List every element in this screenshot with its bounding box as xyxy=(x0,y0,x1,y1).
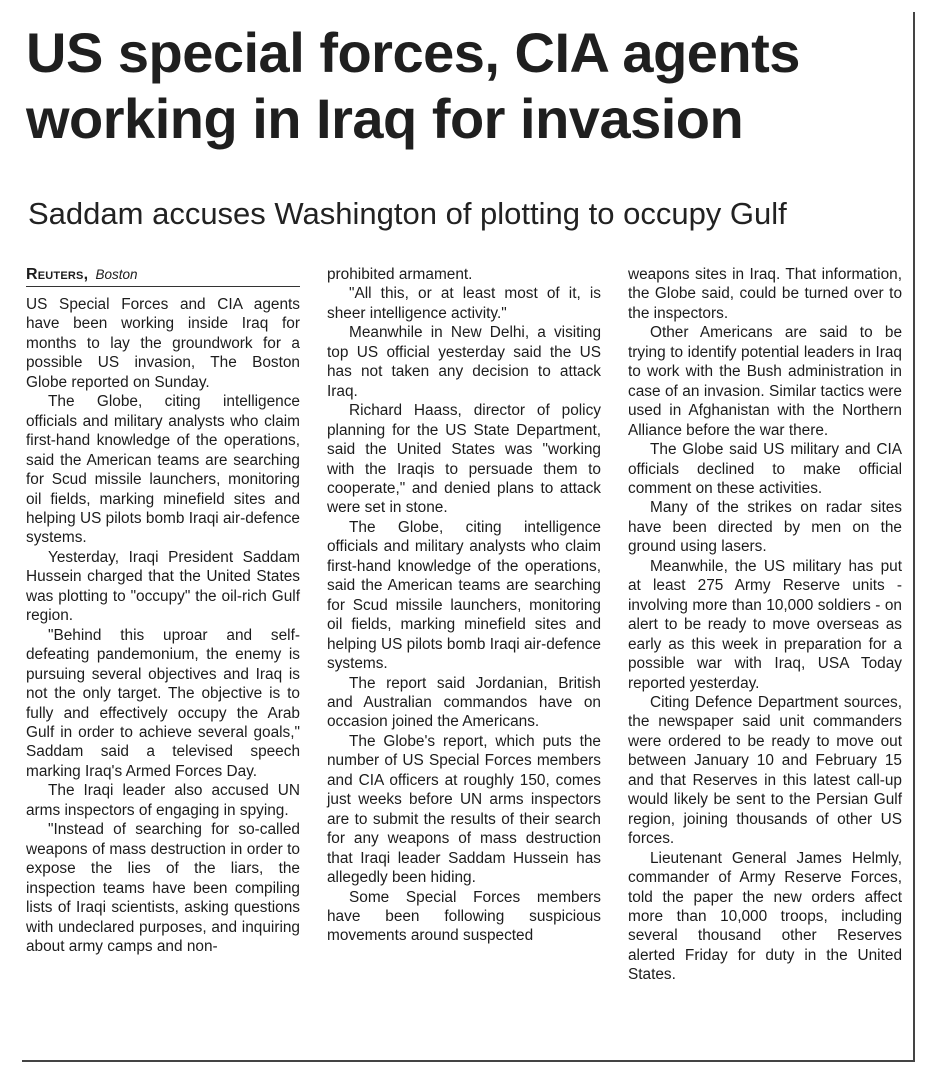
paragraph: Other Americans are said to be trying to identify potential leaders in Iraq to work with the Bush administration in case of an invasion. Similar tactics were used in Afghanistan with the Northern Alliance before the war there. xyxy=(628,324,902,439)
column-2 xyxy=(327,265,601,946)
paragraph: "Instead of searching for so-called weapons of mass destruction in order to expose the lies of the liars, the inspection teams have been compiling lists of Iraqi scientists, asking questions with undeclared purposes, and inquiring about army camps and non- xyxy=(26,821,300,955)
paragraph: "All this, or at least most of it, is sheer intelligence activity." xyxy=(327,285,601,322)
paragraph: The Globe said US military and CIA officials declined to make official comment on these activities. xyxy=(628,441,902,497)
news-agency: Reuters, xyxy=(26,266,89,283)
paragraph: The Globe, citing intelligence officials and military analysts who claim first-hand knowledge of the operations, said the American teams are searching for Scud missile launchers, monitoring oil fields, marking minefield sites and helping US pilots bomb Iraqi air-defence systems. xyxy=(327,518,601,673)
column-3 xyxy=(628,265,902,985)
paragraph: US Special Forces and CIA agents have been working inside Iraq for months to lay the groundwork for a possible US invasion, The Boston Globe reported on Sunday. xyxy=(26,296,300,391)
paragraph: "Behind this uproar and self-defeating pandemonium, the enemy is pursuing several objectives and Iraq is not the only target. The objective is to fully and effectively occupy the Arab Gulf in order to achieve several goals," Saddam said a televised speech marking Iraq's Armed Forces Day. xyxy=(26,626,300,780)
paragraph: Some Special Forces members have been following suspicious movements around suspected xyxy=(327,888,601,945)
paragraph: Meanwhile in New Delhi, a visiting top US official yesterday said the US has not taken any decision to attack Iraq. xyxy=(327,324,601,400)
paragraph: Citing Defence Department sources, the newspaper said unit commanders were ordered to be ready to move out between January 10 and February 15 and that Reserves in this latest call-up would likely be sent to the Persian Gulf region, joining thousands of other US forces. xyxy=(628,693,902,848)
headline: US special forces, CIA agents working in Iraq for invasion xyxy=(26,21,800,150)
column-1 xyxy=(26,265,300,956)
paragraph: Yesterday, Iraqi President Saddam Hussein charged that the United States was plotting to "occupy" the oil-rich Gulf region. xyxy=(26,548,300,625)
paragraph: The Globe, citing intelligence officials and military analysts who claim first-hand knowledge of the operations, said the American teams are searching for Scud missile launchers, monitoring oil fields, marking minefield sites and helping US pilots bomb Iraqi air-defence systems. xyxy=(26,393,300,547)
right-column-rule xyxy=(913,12,915,1062)
paragraph: prohibited armament. xyxy=(327,266,473,283)
paragraph: Meanwhile, the US military has put at least 275 Army Reserve units - involving more than 10,000 soldiers - on alert to be ready to move overseas as early as this week in preparation for a possible war with Iraq, USA Today reported yesterday. xyxy=(628,557,902,692)
paragraph: The report said Jordanian, British and Australian commandos have on occasion joined the Americans. xyxy=(327,674,601,731)
paragraph: The Iraqi leader also accused UN arms inspectors of engaging in spying. xyxy=(26,782,300,819)
dateline xyxy=(26,265,300,287)
bottom-rule xyxy=(22,1060,915,1062)
paragraph: Many of the strikes on radar sites have been directed by men on the ground using lasers. xyxy=(628,499,902,556)
paragraph: weapons sites in Iraq. That information, the Globe said, could be turned over to the inspectors. xyxy=(628,266,902,322)
paragraph: The Globe's report, which puts the number of US Special Forces members and CIA officers at roughly 150, comes just weeks before UN arms inspectors are to submit the results of their search for any weapons of mass destruction that Iraqi leader Saddam Hussein has allegedly been hiding. xyxy=(327,732,601,887)
subheadline: Saddam accuses Washington of plotting to occupy Gulf xyxy=(28,196,787,231)
paragraph: Richard Haass, director of policy planning for the US State Department, said the United States was "working with the Iraqis to persuade them to cooperate," and denied plans to attack were set in stone. xyxy=(327,402,601,517)
paragraph: Lieutenant General James Helmly, commander of Army Reserve Forces, told the paper the new orders affect more than 10,000 troops, including several thousand other Reserves alerted Friday for duty in the United States. xyxy=(628,849,902,984)
dateline-place: Boston xyxy=(95,267,138,282)
